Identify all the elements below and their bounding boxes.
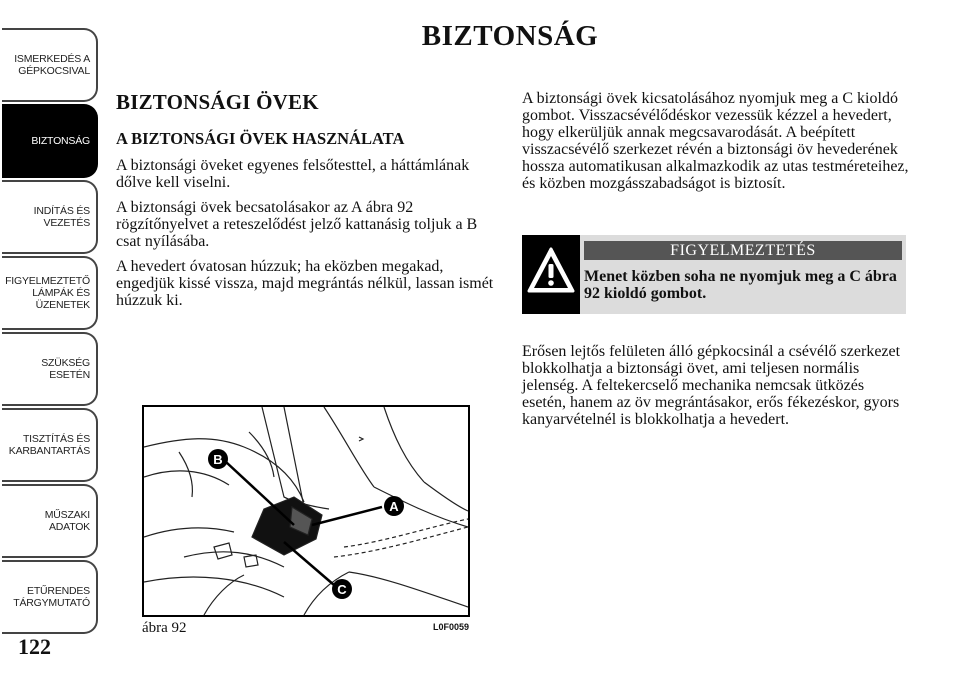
paragraph: A biztonsági övek kicsatolásához nyomjuk meg a C kioldó gombot. Visszacsévélődéskor vezessük kézzel a hevedert, hogy elkerüljük annak megcsavarodását. A beépített visszacsévélő szerkezet révén a biztonsági öv hevederének hossza automatikusan alkalmazkodik az utas testméreteihez, és közben mozgásszabadságot is biztosít. (522, 90, 909, 192)
tab-targymutato[interactable]: ETŰRENDES TÁRGYMUTATÓ (2, 560, 98, 634)
right-column (522, 90, 910, 192)
tab-figyelmezteto[interactable]: FIGYELMEZTETŐ LÁMPÁK ÉS ÜZENETEK (2, 256, 98, 330)
paragraph: A biztonsági övek becsatolásakor az A ábra 92 rögzítőnyelvet a reteszelődést jelző kattanásig toljuk a B csat nyílásába. (116, 199, 478, 250)
right-column-lower (522, 343, 910, 428)
tab-tisztitas[interactable]: TISZTÍTÁS ÉS KARBANTARTÁS (2, 408, 98, 482)
tab-inditas[interactable]: INDÍTÁS ÉS VEZETÉS (2, 180, 98, 254)
warning-text: Menet közben soha ne nyomjuk meg a C ábra 92 kioldó gombot. (584, 268, 897, 302)
page-number: 122 (18, 634, 51, 659)
paragraph: A biztonsági öveket egyenes felsőtesttel, a háttámlának dőlve kell viselni. (116, 157, 470, 191)
seatbelt-buckle-illustration (142, 405, 470, 617)
warning-box (522, 235, 906, 314)
tab-szukseg[interactable]: SZÜKSÉG ESETÉN (2, 332, 98, 406)
section-title: BIZTONSÁGI ÖVEK (116, 90, 319, 114)
callout-a-label: A (389, 499, 399, 514)
figure-caption: ábra 92 (142, 620, 187, 636)
tab-ismerkedes[interactable]: ISMERKEDÉS A GÉPKOCSIVAL (2, 28, 98, 102)
warning-triangle-icon (522, 235, 580, 314)
tab-muszaki[interactable]: MŰSZAKI ADATOK (2, 484, 98, 558)
left-column (116, 90, 498, 317)
warning-title: FIGYELMEZTETÉS (584, 241, 902, 260)
callout-c-label: C (337, 582, 347, 597)
callout-b-label: B (213, 452, 223, 467)
chapter-title: BIZTONSÁG (421, 20, 599, 52)
tab-biztonsag[interactable]: BIZTONSÁG (2, 104, 98, 178)
paragraph: Erősen lejtős felületen álló gépkocsinál a csévélő szerkezet blokkolhatja a biztonsági övet, ami teljesen normális jelenség. A feltekercselő mechanika nemcsak ütközés esetén, hanem az öv megrántásakor, erős fékezéskor, gyors kanyarvételnél is blokkolhatja a hevedert. (522, 343, 901, 428)
paragraph: A hevedert óvatosan húzzuk; ha eközben megakad, engedjük kissé vissza, majd megrántás nélkül, lassan ismét húzzuk ki. (116, 258, 494, 309)
figure-code: L0F0059 (433, 622, 470, 632)
subsection-title: A BIZTONSÁGI ÖVEK HASZNÁLATA (116, 129, 405, 148)
